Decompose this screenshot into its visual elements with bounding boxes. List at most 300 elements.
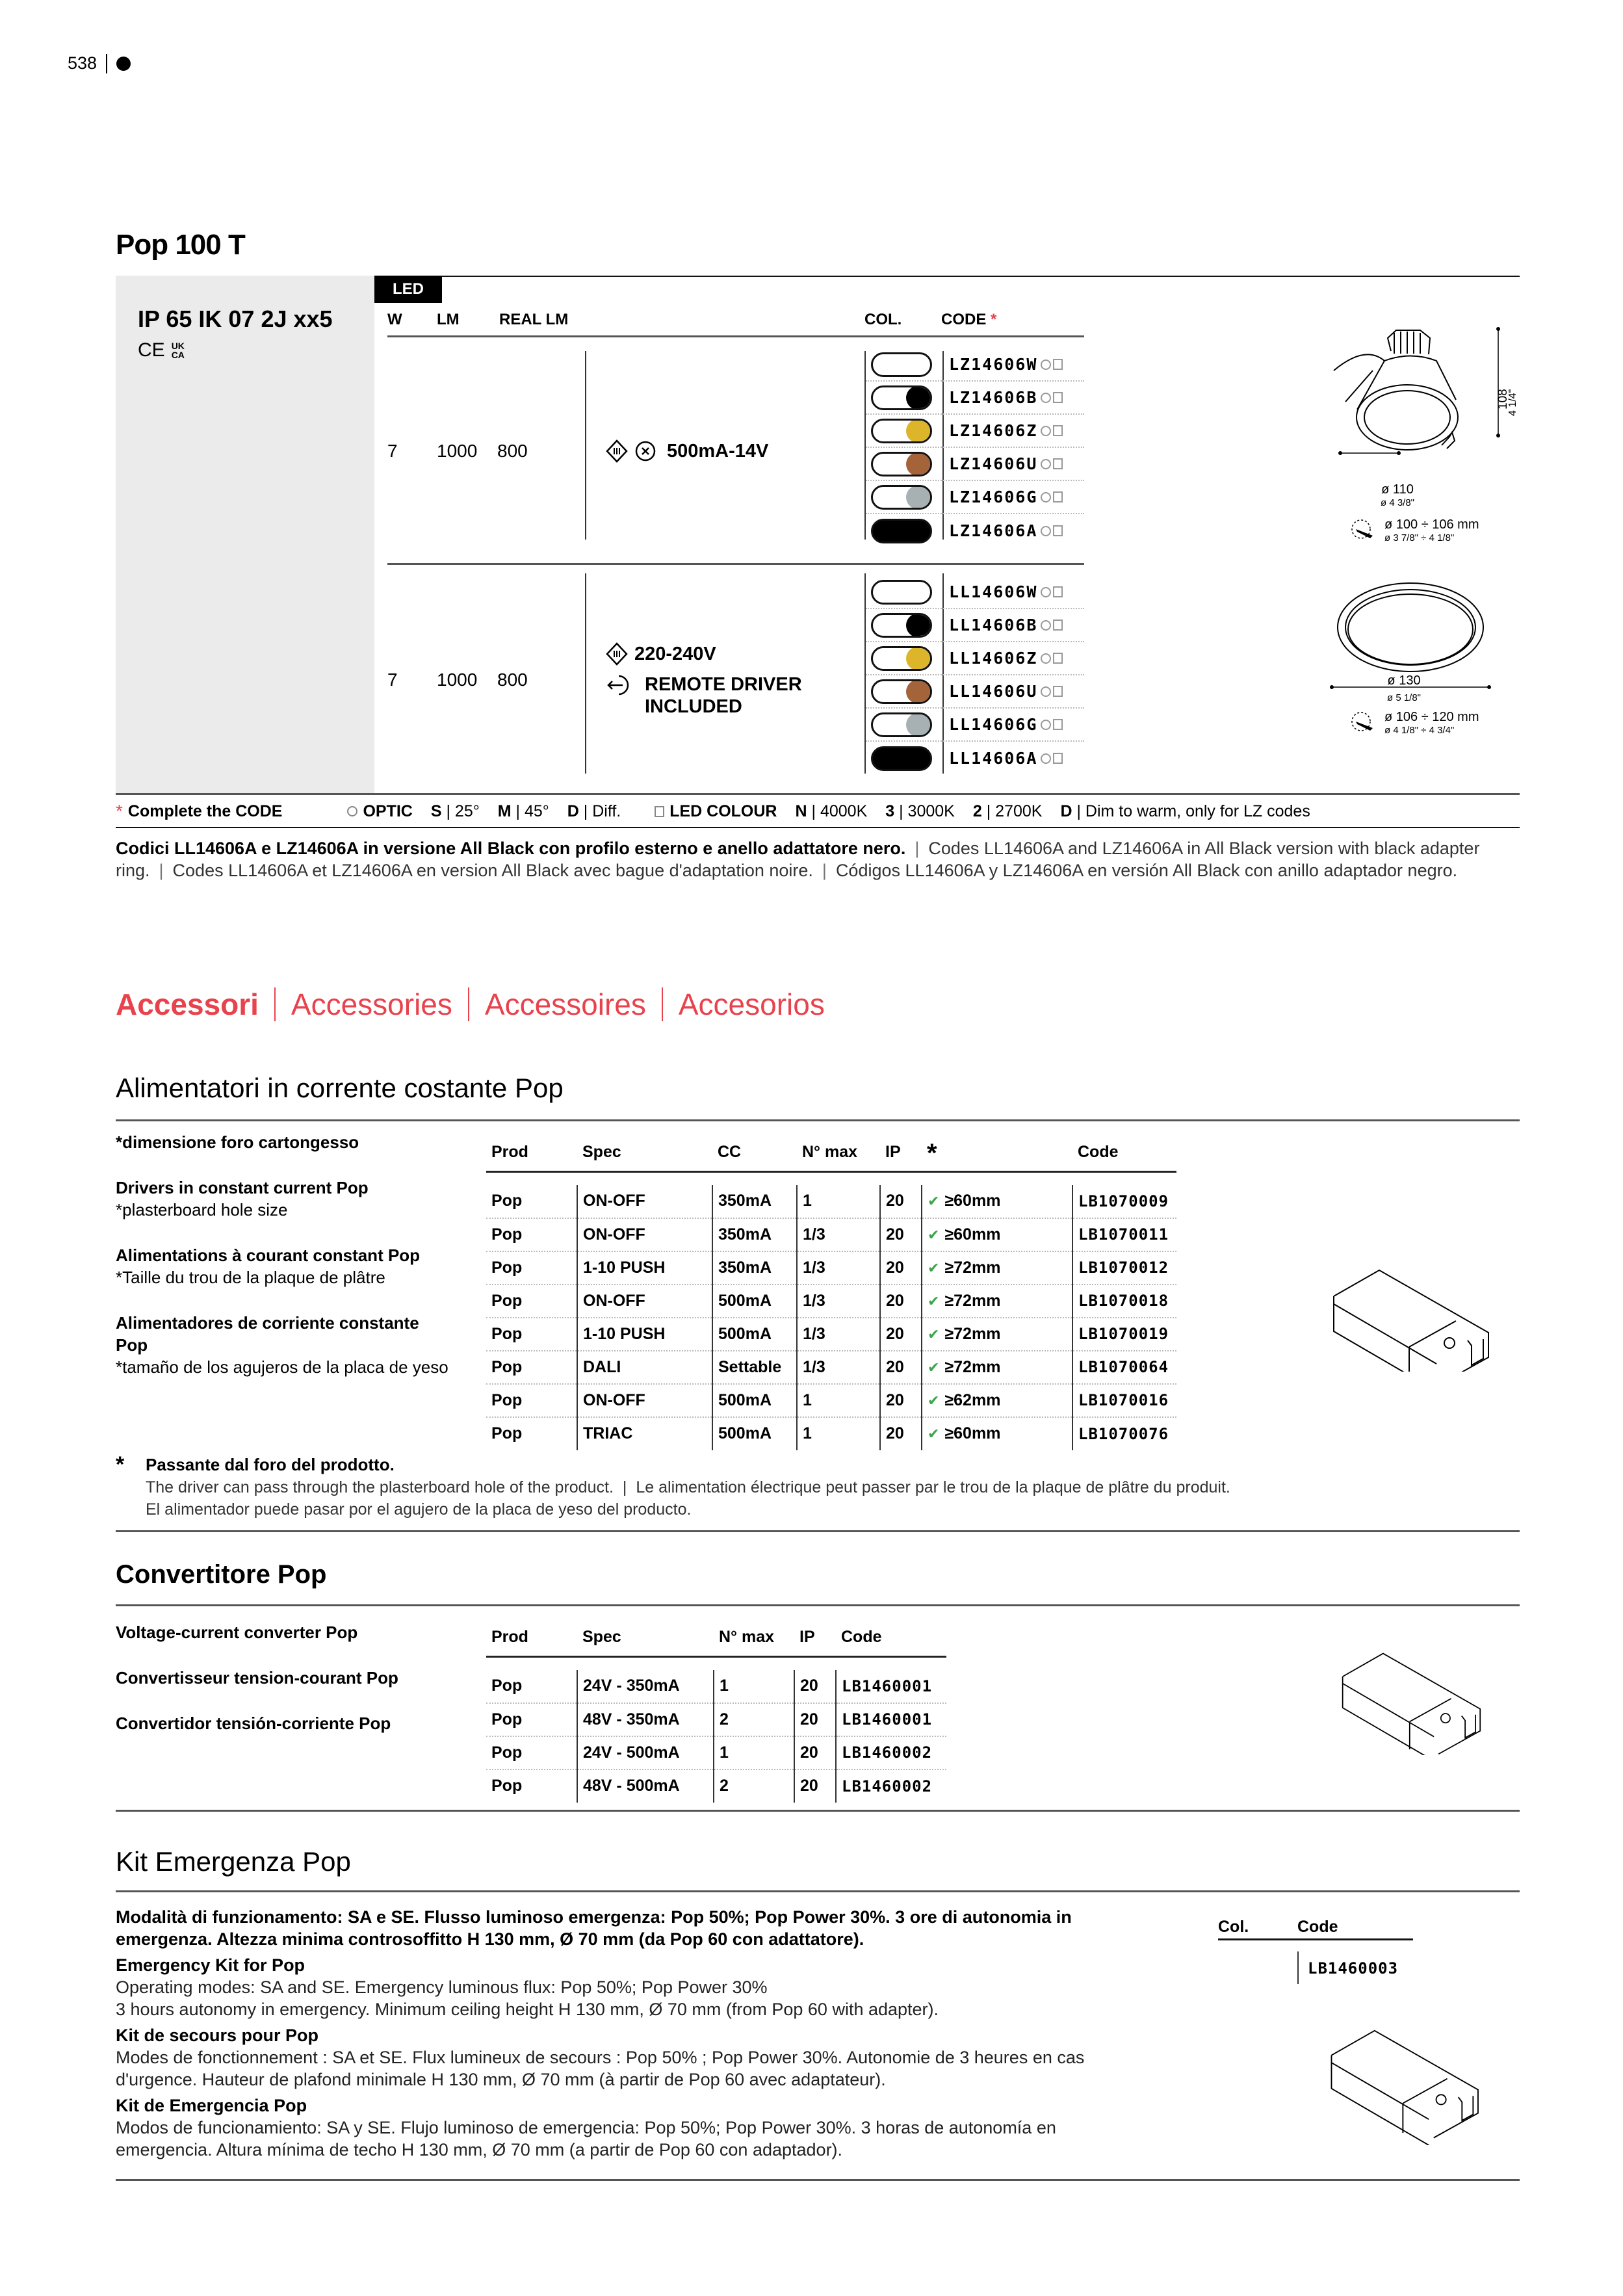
product-code bbox=[949, 521, 1063, 540]
prod-cell: Pop bbox=[486, 1736, 577, 1769]
page-number bbox=[68, 53, 131, 73]
divider bbox=[116, 1890, 1520, 1892]
accessories-title-fr: Accessoires bbox=[484, 987, 646, 1021]
nmax-cell: 1/3 bbox=[797, 1318, 880, 1351]
optic-placeholder-icon bbox=[1041, 359, 1051, 370]
check-icon: ✔ bbox=[928, 1359, 940, 1376]
th-prod: Prod bbox=[486, 1139, 577, 1172]
col-code-label: CODE bbox=[941, 311, 987, 328]
footnote-fr: Le alimentation électrique peut passer par le trou de la plaque de plâtre du produit. bbox=[636, 1478, 1230, 1496]
nmax-cell: 1 bbox=[797, 1417, 880, 1450]
divider bbox=[116, 1119, 1520, 1121]
led-colour-placeholder-icon bbox=[1053, 491, 1063, 502]
spec-cell: ON-OFF bbox=[577, 1218, 712, 1251]
cc-cell: Settable bbox=[712, 1351, 797, 1384]
color-dot-icon bbox=[906, 613, 932, 638]
divider bbox=[1297, 1951, 1299, 1984]
table-row bbox=[486, 1384, 1176, 1417]
emergency-kit-image bbox=[1326, 2028, 1488, 2145]
color-swatch-black bbox=[871, 385, 932, 410]
converter-table-header bbox=[486, 1628, 946, 1657]
section-dot-icon bbox=[116, 57, 131, 71]
spacer bbox=[486, 1657, 946, 1670]
hole-size-text: ≥72mm bbox=[944, 1357, 1001, 1376]
diagram1-diameter bbox=[1332, 482, 1462, 508]
led-d-key: D bbox=[1060, 802, 1072, 820]
hole-size-cell bbox=[922, 1251, 1072, 1285]
col-lm: LM bbox=[437, 311, 460, 328]
product-code-text: LZ14606U bbox=[949, 454, 1038, 473]
color-swatch-bronze bbox=[871, 679, 932, 704]
product-code-text: LZ14606Z bbox=[949, 421, 1038, 440]
color-swatch-all-black bbox=[871, 746, 932, 771]
product-code bbox=[949, 715, 1063, 734]
color-code-row bbox=[866, 514, 1084, 547]
cc-cell: 500mA bbox=[712, 1318, 797, 1351]
nmax-cell: 1 bbox=[797, 1185, 880, 1218]
product-code-text: LZ14606B bbox=[949, 388, 1038, 407]
product-code-text: LL14606W bbox=[949, 582, 1038, 601]
emergency-fr-heading: Kit de secours pour Pop bbox=[116, 2026, 319, 2045]
color-dot-icon bbox=[906, 385, 932, 410]
group2-spec-remote bbox=[606, 673, 802, 718]
hole-size-text: ≥62mm bbox=[944, 1390, 1001, 1409]
ip-cell: 20 bbox=[880, 1285, 922, 1318]
hole-size-text: ≥72mm bbox=[944, 1258, 1001, 1277]
code-cell: LB1070018 bbox=[1072, 1285, 1176, 1318]
footnote-en: The driver can pass through the plasterboard hole of the product. bbox=[146, 1478, 614, 1496]
hole-size-cell bbox=[922, 1417, 1072, 1450]
prod-cell: Pop bbox=[486, 1218, 577, 1251]
nmax-cell: 1/3 bbox=[797, 1285, 880, 1318]
legend-optic-label: OPTIC bbox=[363, 802, 413, 820]
product-code bbox=[949, 682, 1063, 701]
class-iii-icon bbox=[606, 642, 628, 666]
product-code bbox=[949, 582, 1063, 601]
color-code-row bbox=[866, 415, 1084, 448]
th-code: Code bbox=[1072, 1139, 1176, 1172]
color-swatch-gold bbox=[871, 419, 932, 443]
diagram2-diameter bbox=[1339, 673, 1469, 703]
product-code bbox=[949, 749, 1063, 768]
color-dot-icon bbox=[906, 679, 932, 704]
optic-s-key: S bbox=[430, 802, 442, 820]
col-real-lm: REAL LM bbox=[499, 311, 569, 328]
code-cell: LB1070076 bbox=[1072, 1417, 1176, 1450]
emergency-desc-fr: Modes de fonctionnement : SA et SE. Flux lumineux de secours : Pop 50% ; Pop Power 30%. Autonomie de 3 heures en cas d'urgence. Hauteur de plafond minimale H 130 mm, Ø 70 mm (à partir de Pop 60 avec adaptateur). bbox=[116, 2048, 1085, 2089]
note-es: Códigos LL14606A y LZ14606A en versión All Black con anillo adaptador negro. bbox=[835, 861, 1458, 880]
color-code-row bbox=[866, 609, 1084, 642]
product-code bbox=[949, 388, 1063, 407]
th-ip: IP bbox=[794, 1628, 836, 1657]
led-2-key: 2 bbox=[972, 802, 982, 820]
led-square-icon bbox=[655, 806, 664, 817]
emergency-code-header: Code bbox=[1297, 1918, 1338, 1936]
divider bbox=[1218, 1938, 1413, 1940]
product-code-text: LZ14606W bbox=[949, 355, 1038, 374]
divider bbox=[116, 1810, 1520, 1812]
emergency-desc-it: Modalità di funzionamento: SA e SE. Flusso luminoso emergenza: Pop 50%; Pop Power 30%. 3 ore di autonomia in emergenza. Altezza minima controsoffitto H 130 mm, Ø 70 mm (da Pop 60 con adattatore). bbox=[116, 1907, 1072, 1949]
led-3-key: 3 bbox=[885, 802, 895, 820]
drivers-desc-it: *dimensione foro cartongesso bbox=[116, 1132, 359, 1152]
drivers-desc-fr-sub: *Taille du trou de la plaque de plâtre bbox=[116, 1268, 385, 1287]
led-colour-placeholder-icon bbox=[1053, 620, 1063, 631]
note-fr: Codes LL14606A et LZ14606A en version All Black avec bague d'adaptation noire. bbox=[172, 861, 813, 880]
converter-desc-es: Convertidor tensión-corriente Pop bbox=[116, 1714, 391, 1733]
optic-placeholder-icon bbox=[1041, 620, 1051, 631]
prod-cell: Pop bbox=[486, 1185, 577, 1218]
group1-real-lm: 800 bbox=[497, 441, 528, 461]
emergency-en-heading: Emergency Kit for Pop bbox=[116, 1955, 305, 1975]
led-colour-placeholder-icon bbox=[1053, 586, 1063, 597]
ukca-mark-icon: UK CA bbox=[171, 341, 185, 360]
group2-w: 7 bbox=[387, 670, 398, 690]
table-row bbox=[486, 1670, 946, 1703]
footnote-es: El alimentador puede pasar por el agujero de la placa de yeso del producto. bbox=[146, 1500, 692, 1519]
optic-m-value: 45° bbox=[524, 802, 549, 820]
group1-spec bbox=[606, 439, 768, 463]
led-d-value: Dim to warm, only for LZ codes bbox=[1085, 802, 1310, 820]
color-swatch-gold bbox=[871, 646, 932, 671]
nmax-cell: 1/3 bbox=[797, 1251, 880, 1285]
hole-size-cell bbox=[922, 1318, 1072, 1351]
led-colour-placeholder-icon bbox=[1053, 458, 1063, 469]
emergency-col-header: Col. bbox=[1218, 1918, 1249, 1936]
ratings: IP 65 IK 07 2J xx5 bbox=[138, 306, 333, 332]
table-row bbox=[486, 1218, 1176, 1251]
optic-s-value: 25° bbox=[454, 802, 480, 820]
divider bbox=[116, 1530, 1520, 1532]
converter-title: Convertitore Pop bbox=[116, 1560, 327, 1589]
converter-desc-en: Voltage-current converter Pop bbox=[116, 1623, 358, 1642]
asterisk-icon: * bbox=[116, 1452, 125, 1477]
color-code-row bbox=[866, 382, 1084, 415]
emergency-desc-en-2: 3 hours autonomy in emergency. Minimum ceiling height H 130 mm, Ø 70 mm (from Pop 60 with adapter). bbox=[116, 2000, 939, 2019]
check-icon: ✔ bbox=[928, 1193, 940, 1209]
divider bbox=[116, 827, 1520, 828]
diagram2-cut-in: ø 4 1/8" ÷ 4 3/4" bbox=[1384, 725, 1455, 736]
check-icon: ✔ bbox=[928, 1226, 940, 1243]
diagram1-dia-in: ø 4 3/8" bbox=[1380, 497, 1415, 508]
hole-size-text: ≥72mm bbox=[944, 1291, 1001, 1310]
color-code-row bbox=[866, 348, 1084, 382]
diagram1-cutout bbox=[1349, 517, 1479, 543]
ip-cell: 20 bbox=[880, 1417, 922, 1450]
code-cell: LB1460002 bbox=[836, 1769, 946, 1803]
page-number-text: 538 bbox=[68, 53, 97, 73]
converter-box-image bbox=[1332, 1651, 1495, 1755]
spacer bbox=[486, 1172, 1176, 1185]
product-code bbox=[949, 649, 1063, 668]
ip-cell: 20 bbox=[880, 1384, 922, 1417]
optic-placeholder-icon bbox=[1041, 426, 1051, 436]
all-black-note: Codici LL14606A e LZ14606A in versione All Black con profilo esterno e anello adattatore nero. | Codes LL14606A and LZ14606A in All Black version with black adapter ring. | Codes LL14606A et LZ14606A en version All Black avec bague d'adaptation noire. | Códigos LL14606A y LZ14606A en versión All Black con anillo adaptador negro. bbox=[116, 839, 1480, 880]
led-colour-placeholder-icon bbox=[1053, 753, 1063, 764]
code-cell: LB1070011 bbox=[1072, 1218, 1176, 1251]
table-row bbox=[486, 1185, 1176, 1218]
led-colour-placeholder-icon bbox=[1053, 653, 1063, 664]
emergency-description bbox=[116, 1906, 1156, 2165]
led-colour-placeholder-icon bbox=[1053, 525, 1063, 536]
drivers-desc-en: Drivers in constant current Pop bbox=[116, 1178, 369, 1197]
led-colour-placeholder-icon bbox=[1053, 686, 1063, 697]
product-code bbox=[949, 421, 1063, 440]
converter-desc-fr: Convertisseur tension-courant Pop bbox=[116, 1668, 398, 1688]
nmax-cell: 1 bbox=[714, 1670, 794, 1703]
nmax-cell: 2 bbox=[714, 1703, 794, 1736]
hole-size-text: ≥60mm bbox=[944, 1225, 1001, 1244]
hole-size-text: ≥60mm bbox=[944, 1192, 1001, 1210]
prod-cell: Pop bbox=[491, 1424, 523, 1442]
spec-cell: 24V - 500mA bbox=[577, 1736, 714, 1769]
led-colour-placeholder-icon bbox=[1053, 425, 1063, 436]
divider bbox=[585, 573, 586, 774]
prod-cell: Pop bbox=[486, 1251, 577, 1285]
optic-placeholder-icon bbox=[1041, 653, 1051, 664]
th-hole-size: * bbox=[922, 1139, 1072, 1172]
optic-placeholder-icon bbox=[1041, 753, 1051, 764]
footnote-it: Passante dal foro del prodotto. bbox=[146, 1455, 395, 1474]
group1-spec-text: 500mA-14V bbox=[667, 440, 769, 462]
th-spec: Spec bbox=[577, 1628, 714, 1657]
divider bbox=[387, 563, 1084, 565]
th-cc: CC bbox=[712, 1139, 797, 1172]
ip-cell: 20 bbox=[794, 1736, 836, 1769]
spec-cell: 1-10 PUSH bbox=[577, 1318, 712, 1351]
emergency-desc-es: Modos de funcionamiento: SA y SE. Flujo luminoso de emergencia: Pop 50%; Pop Power 30%. 3 horas de autonomía en emergencia. Altura mínima de techo H 130 mm, Ø 70 mm (a partir de Pop 60 con adaptador). bbox=[116, 2118, 1056, 2159]
color-swatch-bronze bbox=[871, 452, 932, 476]
drivers-table-body bbox=[486, 1172, 1176, 1450]
ip-cell: 20 bbox=[794, 1703, 836, 1736]
th-nmax: N° max bbox=[714, 1628, 794, 1657]
check-icon: ✔ bbox=[928, 1292, 940, 1309]
asterisk-icon: * bbox=[991, 311, 997, 328]
prod-cell: Pop bbox=[486, 1670, 577, 1703]
product-code bbox=[949, 616, 1063, 634]
hole-size-cell bbox=[922, 1384, 1072, 1417]
color-code-row bbox=[866, 675, 1084, 709]
code-cell: LB1070012 bbox=[1072, 1251, 1176, 1285]
adapter-ring-diagram bbox=[1326, 579, 1495, 676]
ip-cell: 20 bbox=[794, 1670, 836, 1703]
ip-cell: 20 bbox=[880, 1185, 922, 1218]
divider bbox=[116, 793, 1520, 795]
color-code-row bbox=[866, 448, 1084, 481]
legend-led-label: LED COLOUR bbox=[669, 802, 777, 820]
remote-driver-line2: INCLUDED bbox=[645, 696, 742, 717]
color-swatch-grey bbox=[871, 712, 932, 737]
color-code-row bbox=[866, 576, 1084, 609]
led-2-value: 2700K bbox=[995, 802, 1043, 820]
ce-mark-icon: CE bbox=[138, 339, 165, 361]
ip-cell: 20 bbox=[880, 1318, 922, 1351]
group1-w: 7 bbox=[387, 441, 398, 461]
led-tag: LED bbox=[374, 276, 442, 303]
table-row bbox=[486, 1318, 1176, 1351]
divider bbox=[116, 2179, 1520, 2181]
led-n-key: N bbox=[795, 802, 807, 820]
accessories-title-es: Accesorios bbox=[678, 987, 825, 1021]
drivers-title: Alimentatori in corrente costante Pop bbox=[116, 1073, 564, 1103]
diagram1-cut-in: ø 3 7/8" ÷ 4 1/8" bbox=[1384, 532, 1455, 543]
cc-cell: 500mA bbox=[712, 1285, 797, 1318]
ip-cell: 20 bbox=[880, 1351, 922, 1384]
nmax-cell: 1/3 bbox=[797, 1218, 880, 1251]
code-cell: LB1460001 bbox=[836, 1670, 946, 1703]
code-cell: LB1070016 bbox=[1072, 1384, 1176, 1417]
accessories-title bbox=[116, 987, 825, 1022]
group1-lm: 1000 bbox=[437, 441, 478, 461]
ip-cell: 20 bbox=[880, 1218, 922, 1251]
hole-size-cell bbox=[922, 1285, 1072, 1318]
cc-cell: 500mA bbox=[712, 1384, 797, 1417]
note-en: Codes LL14606A and LZ14606A in All Black version with black adapter ring. bbox=[116, 839, 1480, 880]
optic-placeholder-icon bbox=[1041, 459, 1051, 469]
table-row bbox=[486, 1769, 946, 1803]
class-iii-icon bbox=[606, 439, 628, 463]
spec-cell: 48V - 350mA bbox=[577, 1703, 714, 1736]
col-code bbox=[941, 311, 996, 329]
hole-size-text: ≥72mm bbox=[944, 1324, 1001, 1343]
color-swatch-white bbox=[871, 352, 932, 377]
nmax-cell: 1/3 bbox=[797, 1351, 880, 1384]
nmax-cell: 1 bbox=[714, 1736, 794, 1769]
separator bbox=[106, 54, 107, 73]
spec-cell: TRIAC bbox=[577, 1417, 712, 1450]
emergency-es-heading: Kit de Emergencia Pop bbox=[116, 2096, 307, 2115]
product-code bbox=[949, 454, 1063, 473]
height-mm: 108 bbox=[1496, 389, 1510, 410]
led-colour-placeholder-icon bbox=[1053, 719, 1063, 730]
cc-cell: 350mA bbox=[712, 1218, 797, 1251]
table-row bbox=[486, 1736, 946, 1769]
drivers-footnote: * Passante dal foro del prodotto. The driver can pass through the plasterboard hole of the product. | Le alimentation électrique peut passer par le trou de la plaque de plâtre du produit. El alimentador puede pasar por el agujero de la placa de yeso del producto. bbox=[116, 1454, 1230, 1520]
hole-size-cell bbox=[922, 1185, 1072, 1218]
cutout-saw-icon bbox=[1349, 710, 1378, 736]
ip-cell: 20 bbox=[880, 1251, 922, 1285]
group2-spec-voltage bbox=[606, 642, 716, 666]
emergency-title: Kit Emergenza Pop bbox=[116, 1846, 351, 1877]
optic-d-key: D bbox=[567, 802, 579, 820]
certification-marks bbox=[138, 339, 185, 361]
code-cell: LB1460001 bbox=[836, 1703, 946, 1736]
table-row bbox=[486, 1251, 1176, 1285]
optic-m-key: M bbox=[497, 802, 512, 820]
code-cell: LB1070019 bbox=[1072, 1318, 1176, 1351]
product-code-text: LL14606U bbox=[949, 682, 1038, 701]
optic-placeholder-icon bbox=[1041, 393, 1051, 403]
diagram2-dia-mm: ø 130 bbox=[1387, 673, 1421, 688]
color-dot-icon bbox=[906, 452, 932, 476]
group2-real-lm: 800 bbox=[497, 670, 528, 690]
optic-d-value: Diff. bbox=[592, 802, 621, 820]
diagram2-cut-mm: ø 106 ÷ 120 mm bbox=[1384, 710, 1479, 724]
color-swatch-all-black bbox=[871, 519, 932, 543]
converter-table-body bbox=[486, 1657, 946, 1803]
hole-size-cell bbox=[922, 1351, 1072, 1384]
color-code-row bbox=[866, 481, 1084, 514]
spec-cell: ON-OFF bbox=[577, 1285, 712, 1318]
product-code-text: LZ14606G bbox=[949, 488, 1038, 506]
divider bbox=[387, 335, 1084, 337]
led-3-value: 3000K bbox=[907, 802, 955, 820]
cc-cell: 350mA bbox=[712, 1251, 797, 1285]
spec-cell: ON-OFF bbox=[577, 1384, 712, 1417]
optic-placeholder-icon bbox=[1041, 720, 1051, 730]
driver-box-image bbox=[1332, 1268, 1495, 1372]
product-title: Pop 100 T bbox=[116, 229, 245, 261]
th-ip: IP bbox=[880, 1139, 922, 1172]
diagram2-cutout bbox=[1349, 710, 1479, 736]
color-swatch-white bbox=[871, 580, 932, 605]
code-legend: * Complete the CODE OPTIC S | 25° M | 45° D | Diff. LED COLOUR N | 4000K 3 | 3000K 2 | 2700K D | Dim to warm, only for LZ codes bbox=[116, 801, 1310, 821]
prod-cell: Pop bbox=[486, 1703, 577, 1736]
product-code-text: LL14606B bbox=[949, 616, 1038, 634]
cutout-saw-icon bbox=[1349, 517, 1378, 543]
led-colour-placeholder-icon bbox=[1053, 359, 1063, 370]
table-row bbox=[486, 1703, 946, 1736]
product-code bbox=[949, 355, 1063, 374]
th-spec: Spec bbox=[577, 1139, 712, 1172]
hole-size-cell bbox=[922, 1218, 1072, 1251]
check-icon: ✔ bbox=[928, 1392, 940, 1409]
divider bbox=[116, 1604, 1520, 1606]
nmax-cell: 2 bbox=[714, 1769, 794, 1803]
optic-placeholder-icon bbox=[1041, 587, 1051, 597]
group2-lm: 1000 bbox=[437, 670, 478, 690]
spec-cell: 1-10 PUSH bbox=[577, 1251, 712, 1285]
legend-complete: Complete the CODE bbox=[127, 802, 283, 820]
drivers-table bbox=[486, 1139, 1176, 1450]
drivers-table-header bbox=[486, 1139, 1176, 1172]
color-code-row bbox=[866, 642, 1084, 675]
product-code-text: LL14606Z bbox=[949, 649, 1038, 668]
optic-circle-icon bbox=[347, 806, 357, 816]
color-code-row bbox=[866, 742, 1084, 775]
spec-cell: ON-OFF bbox=[577, 1185, 712, 1218]
color-dot-icon bbox=[906, 419, 932, 443]
prod-cell: Pop bbox=[486, 1384, 577, 1417]
prod-cell: Pop bbox=[486, 1285, 577, 1318]
th-prod: Prod bbox=[486, 1628, 577, 1657]
check-icon: ✔ bbox=[928, 1259, 940, 1276]
drivers-description bbox=[116, 1131, 454, 1378]
color-dot-icon bbox=[906, 646, 932, 671]
table-row bbox=[486, 1285, 1176, 1318]
code-cell: LB1070009 bbox=[1072, 1185, 1176, 1218]
remote-driver-icon bbox=[606, 673, 632, 697]
emergency-desc-en-1: Operating modes: SA and SE. Emergency luminous flux: Pop 50%; Pop Power 30% bbox=[116, 1977, 768, 1997]
converter-table bbox=[486, 1628, 946, 1803]
accessories-title-en: Accessories bbox=[291, 987, 452, 1021]
spec-cell: 24V - 350mA bbox=[577, 1670, 714, 1703]
drivers-desc-en-sub: *plasterboard hole size bbox=[116, 1200, 288, 1220]
divider bbox=[585, 351, 586, 540]
drivers-desc-es: Alimentadores de corriente constante Pop bbox=[116, 1313, 419, 1355]
check-icon: ✔ bbox=[928, 1426, 940, 1442]
prod-cell: Pop bbox=[486, 1318, 577, 1351]
converter-description bbox=[116, 1621, 441, 1734]
prod-cell: Pop bbox=[491, 1777, 523, 1795]
optic-placeholder-icon bbox=[1041, 686, 1051, 697]
table-row bbox=[486, 1351, 1176, 1384]
diagram1-dia-mm: ø 110 bbox=[1381, 482, 1414, 497]
spec-cell: 48V - 500mA bbox=[577, 1769, 714, 1803]
product-code-text: LL14606A bbox=[949, 749, 1038, 768]
table-row bbox=[486, 1417, 1176, 1450]
optic-placeholder-icon bbox=[1041, 526, 1051, 536]
remote-driver-line1: REMOTE DRIVER bbox=[645, 674, 802, 695]
